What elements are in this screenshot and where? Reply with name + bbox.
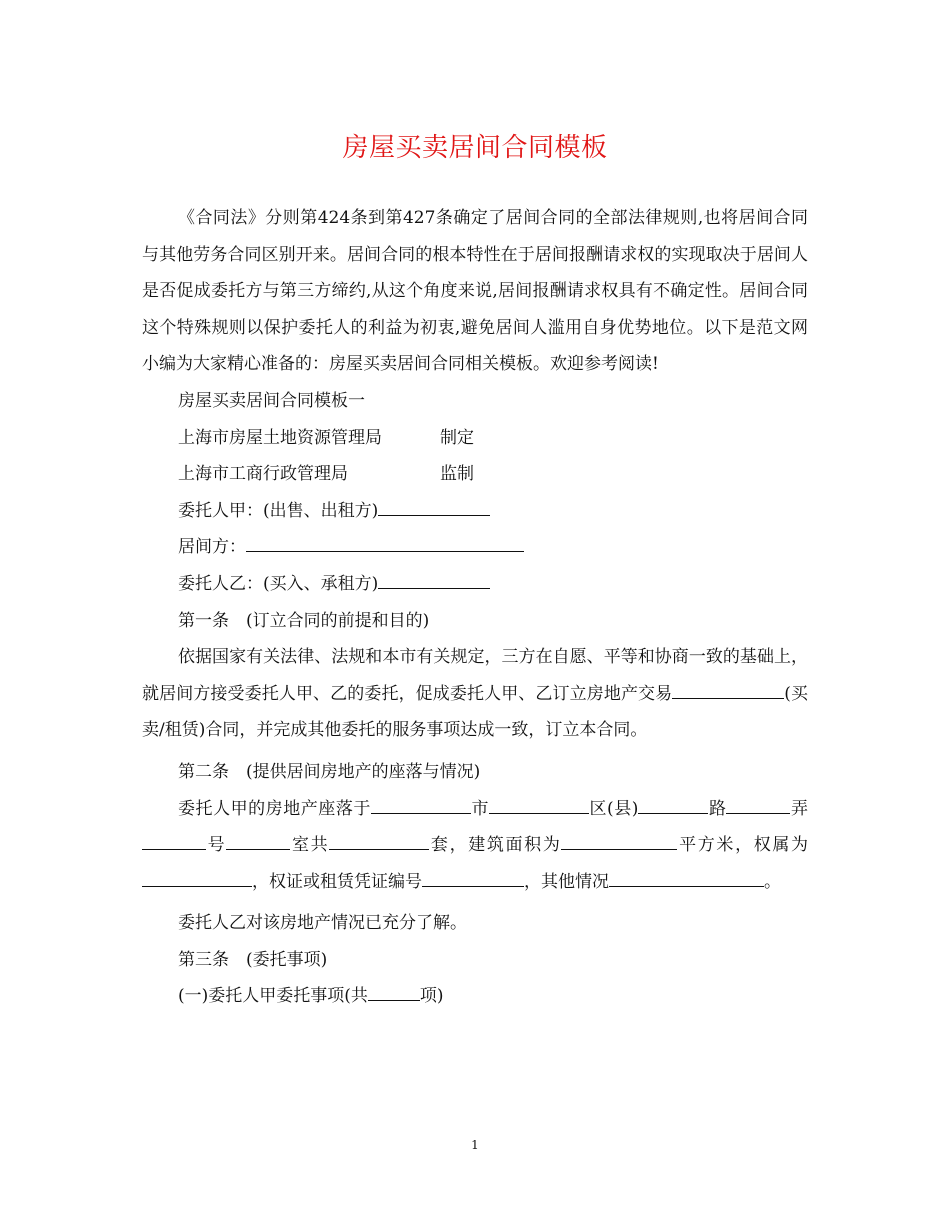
item-count-blank	[368, 985, 420, 1001]
article-1-heading: 第一条 (订立合同的前提和目的)	[178, 610, 430, 631]
article-2-paragraph	[142, 791, 808, 901]
article-1-paragraph	[142, 639, 808, 749]
intermediary-label: 居间方：	[178, 537, 246, 558]
number-blank	[142, 834, 206, 850]
intermediary-blank	[246, 536, 524, 552]
issuer-line-2	[142, 456, 808, 493]
issuer-1: 上海市房屋土地资源管理局	[178, 427, 382, 448]
period: 。	[764, 871, 781, 892]
party-a-blank	[378, 500, 490, 516]
party-b-blank	[378, 573, 490, 589]
document-title: 房屋买卖居间合同模板	[342, 133, 608, 163]
district-blank	[489, 798, 589, 814]
number-unit: 号	[206, 835, 227, 856]
party-b-acknowledgement: 委托人乙对该房地产情况已充分了解。	[178, 913, 467, 934]
road-blank	[638, 798, 708, 814]
transaction-type-blank	[672, 683, 784, 699]
lane-blank	[726, 798, 790, 814]
area-blank	[561, 834, 677, 850]
ownership-blank	[142, 871, 252, 887]
issuer-2: 上海市工商行政管理局	[178, 464, 348, 485]
city-unit: 市	[470, 798, 489, 819]
cert-number-blank	[422, 871, 524, 887]
cert-label: ，权证或租赁凭证编号	[252, 871, 422, 892]
party-a-line	[142, 493, 808, 530]
district-unit: 区(县)	[588, 798, 639, 819]
road-unit: 路	[708, 798, 727, 819]
article-3-heading: 第三条 (委托事项)	[178, 949, 328, 970]
city-blank	[371, 798, 471, 814]
party-a-label: 委托人甲：(出售、出租方)	[178, 500, 379, 521]
other-info-blank	[609, 871, 764, 887]
article-3-item-prefix: (一)委托人甲委托事项(共	[178, 986, 368, 1007]
party-b-label: 委托人乙：(买入、承租方)	[178, 573, 379, 594]
location-prefix: 委托人甲的房地产座落于	[178, 798, 371, 819]
article-2-heading: 第二条 (提供居间房地产的座落与情况)	[178, 761, 481, 782]
article-3-item-suffix: 项)	[419, 986, 444, 1007]
template-heading: 房屋买卖居间合同模板一	[178, 390, 365, 411]
intermediary-line	[142, 529, 808, 566]
article-3-item-1	[142, 978, 808, 1015]
lane-unit: 弄	[790, 798, 809, 819]
intro-paragraph: 《合同法》分则第424条到第427条确定了居间合同的全部法律规则,也将居间合同与其他劳务合同区别开来。居间合同的根本特性在于居间报酬请求权的实现取决于居间人是否促成委托方与第三方缔约,从这个角度来说,居间报酬请求权具有不确定性。居间合同这个特殊规则以保护委托人的利益为初衷,避免居间人滥用自身优势地位。以下是范文网小编为大家精心准备的：房屋买卖居间合同相关模板。欢迎参考阅读!	[142, 208, 808, 375]
article-1-text-a: 依据国家有关法律、法规和本市有关规定，三方在自愿、平等和协商一致的基础上，就居间方接受委托人甲、乙的委托，促成委托人甲、乙订立房地产交易	[142, 647, 808, 704]
issuer-line-1	[142, 420, 808, 457]
sets-blank	[329, 834, 429, 850]
sqm-unit-a: 平方	[677, 835, 717, 856]
party-b-line	[142, 566, 808, 603]
room-blank	[226, 834, 290, 850]
issuer-1-action: 制定	[440, 427, 474, 448]
issuer-2-action: 监制	[440, 464, 474, 485]
page-number: 1	[471, 1138, 479, 1152]
article-1-text-b: (买卖/租赁)合同，并完成其他委托的服务事项达成一致，订立本合同。	[142, 683, 809, 741]
sets-unit: 套，建筑面积为	[429, 835, 562, 856]
rooms-unit: 室共	[290, 835, 330, 856]
other-label: ，其他情况	[524, 871, 609, 892]
document-body	[142, 200, 808, 1015]
sqm-unit-b: 米，权属为	[716, 835, 809, 856]
